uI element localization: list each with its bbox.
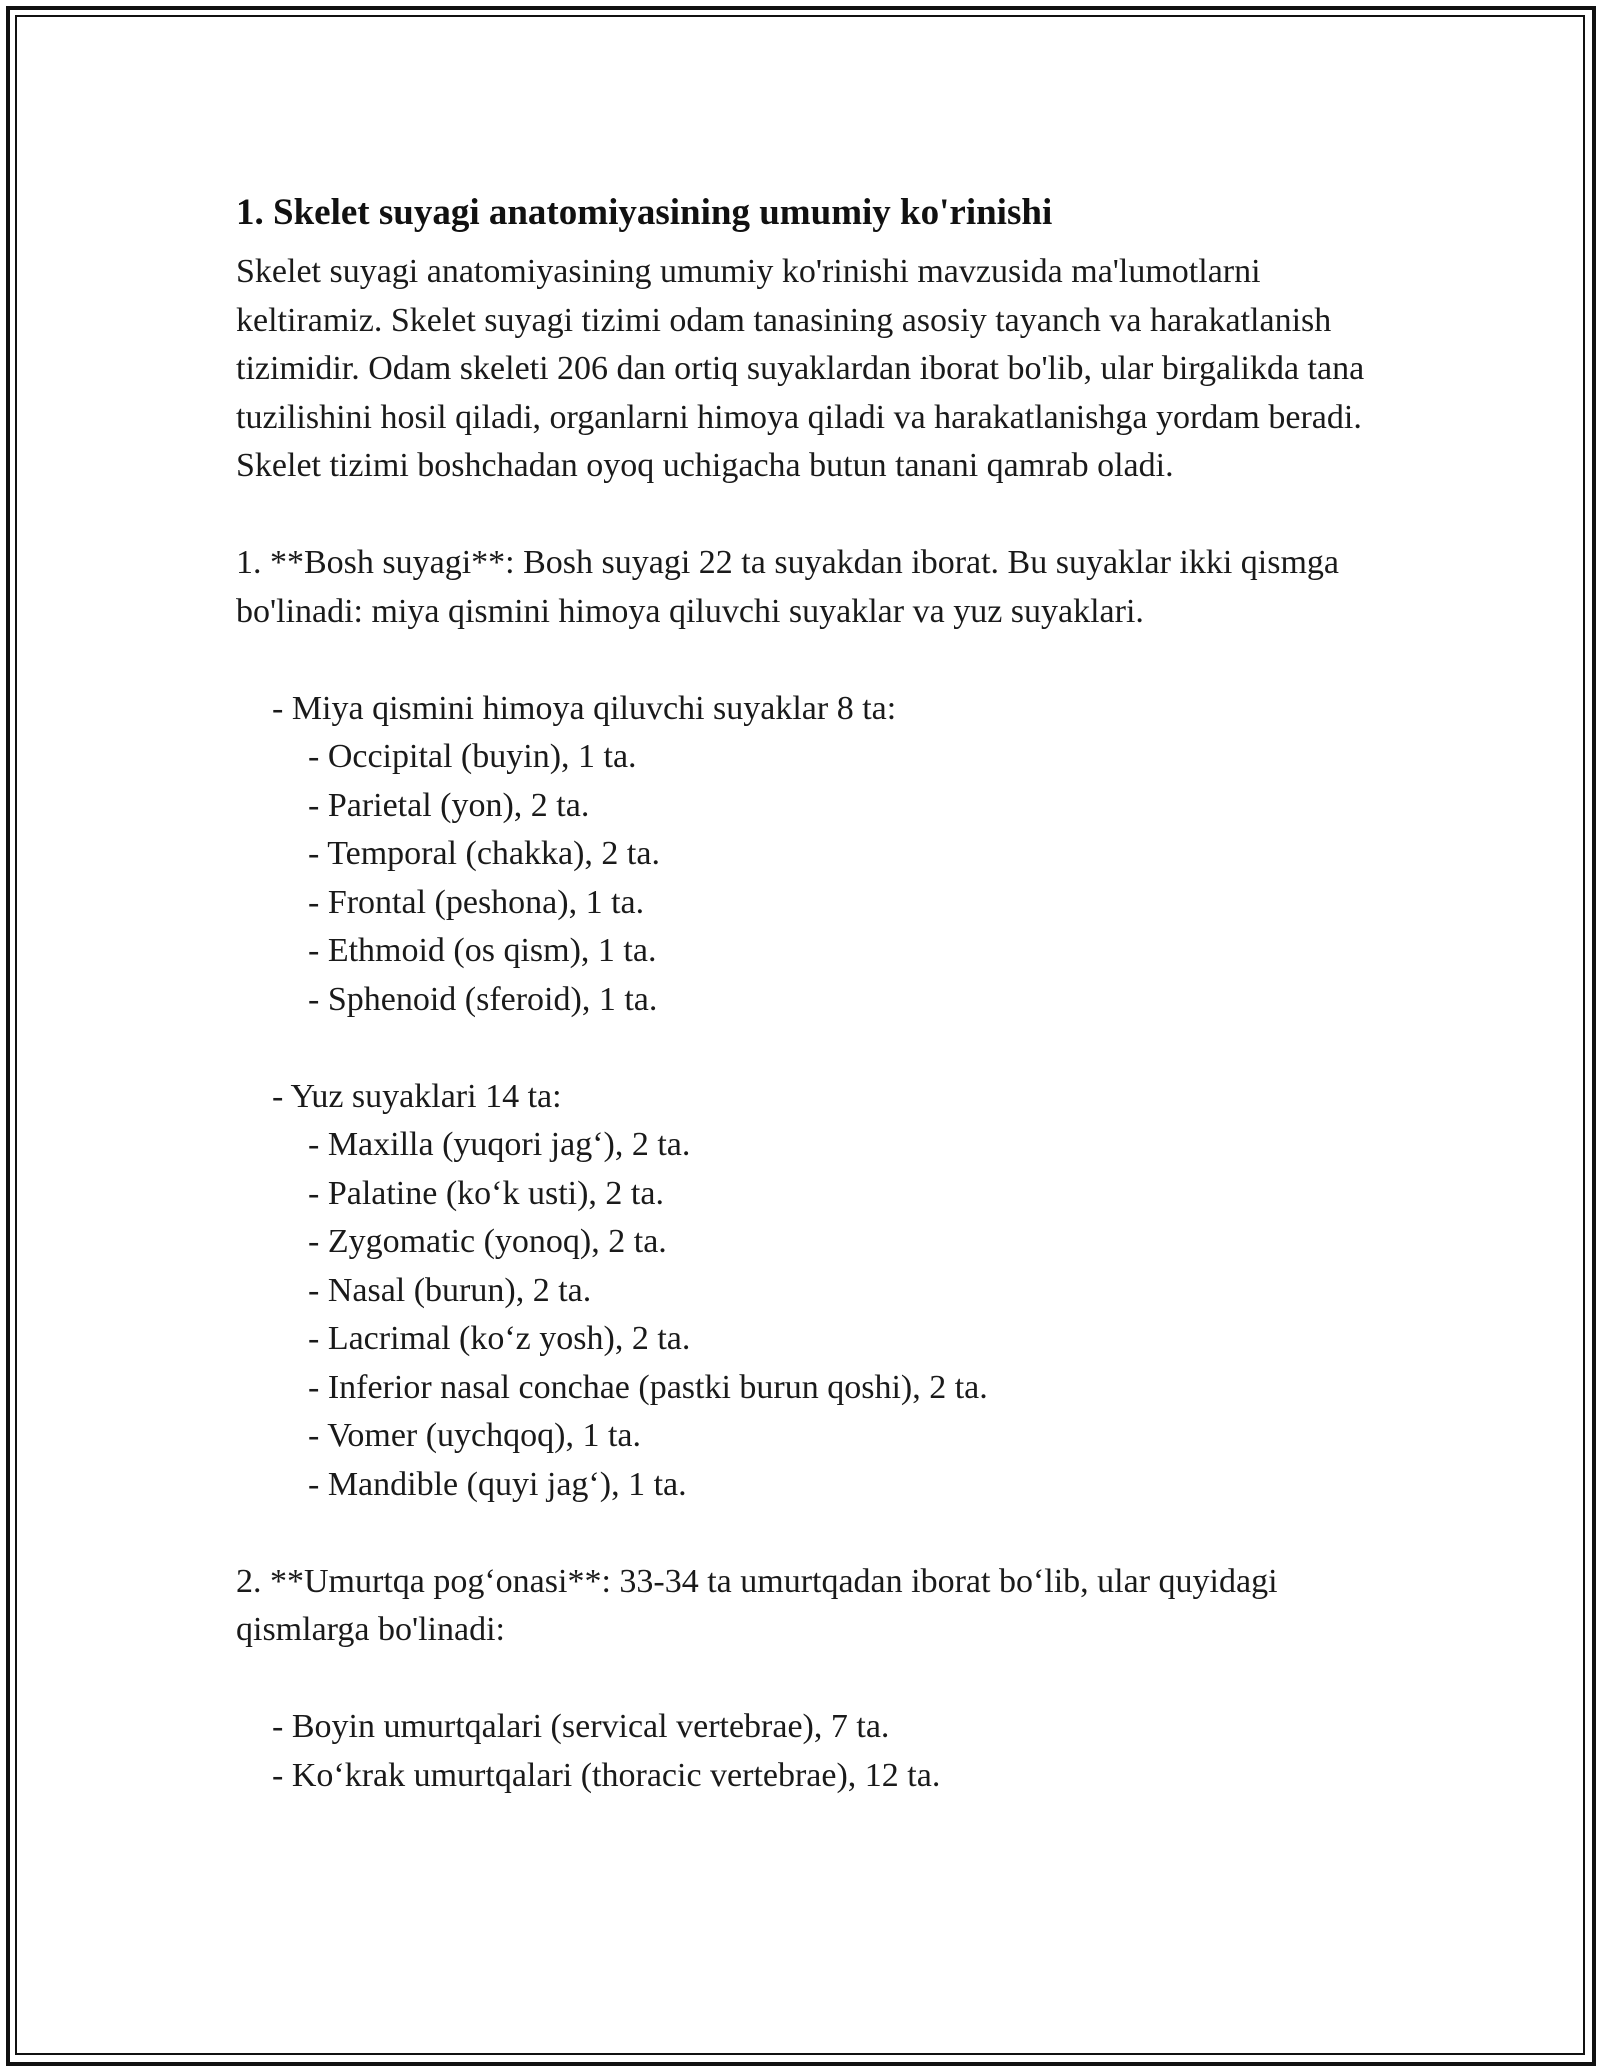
document-body: [236, 188, 1386, 1800]
spacer: [236, 1509, 1386, 1558]
list-item: - Ko‘krak umurtqalari (thoracic vertebrae), 12 ta.: [272, 1756, 941, 1794]
list-item: - Sphenoid (sferoid), 1 ta.: [308, 980, 658, 1018]
spacer: [236, 1024, 1386, 1073]
list-item: - Frontal (peshona), 1 ta.: [308, 883, 645, 921]
list-item: - Vomer (uychqoq), 1 ta.: [308, 1417, 642, 1454]
list-item: - Ethmoid (os qism), 1 ta.: [308, 932, 657, 969]
cranial-bones-label: - Miya qismini himoya qiluvchi suyaklar 8 ta:: [272, 689, 897, 727]
section-spine-title: 2. **Umurtqa pog‘onasi**: 33-34 ta umurtqadan iborat bo‘lib, ular quyidagi qismlarga bo'linadi:: [236, 1562, 1278, 1648]
list-item: - Parietal (yon), 2 ta.: [308, 786, 590, 824]
intro-paragraph: Skelet suyagi anatomiyasining umumiy ko'rinishi mavzusida ma'lumotlarni keltiramiz. Skelet suyagi tizimi odam tanasining asosiy tayanch va harakatlanish tizimidir. Odam skeleti 206 dan ortiq suyaklardan iborat bo'lib, ular birgalikda tana tuzilishini hosil qiladi, organlarni himoya qiladi va harakatlanishga yordam beradi. Skelet tizimi boshchadan oyoq uchigacha butun tanani qamrab oladi.: [236, 253, 1365, 484]
list-item: - Inferior nasal conchae (pastki burun qoshi), 2 ta.: [308, 1368, 988, 1406]
list-item: - Boyin umurtqalari (servical vertebrae), 7 ta.: [272, 1708, 890, 1745]
list-item: - Zygomatic (yonoq), 2 ta.: [308, 1223, 667, 1260]
section-skull-title: 1. **Bosh suyagi**: Bosh suyagi 22 ta suyakdan iborat. Bu suyaklar ikki qismga bo'linadi: miya qismini himoya qiluvchi suyaklar va yuz suyaklari.: [236, 544, 1340, 630]
list-item: - Palatine (ko‘k usti), 2 ta.: [308, 1174, 664, 1212]
facial-bones-label: - Yuz suyaklari 14 ta:: [272, 1077, 562, 1115]
page-title: 1. Skelet suyagi anatomiyasining umumiy ko'rinishi: [236, 192, 1053, 233]
list-item: - Mandible (quyi jag‘), 1 ta.: [308, 1465, 687, 1503]
list-item: - Temporal (chakka), 2 ta.: [308, 835, 660, 872]
list-item: - Lacrimal (ko‘z yosh), 2 ta.: [308, 1320, 691, 1357]
list-item: - Nasal (burun), 2 ta.: [308, 1271, 592, 1309]
spacer: [236, 491, 1386, 540]
spacer: [236, 636, 1386, 685]
list-item: - Occipital (buyin), 1 ta.: [308, 738, 637, 775]
spacer: [236, 1655, 1386, 1704]
list-item: - Maxilla (yuqori jag‘), 2 ta.: [308, 1126, 691, 1163]
